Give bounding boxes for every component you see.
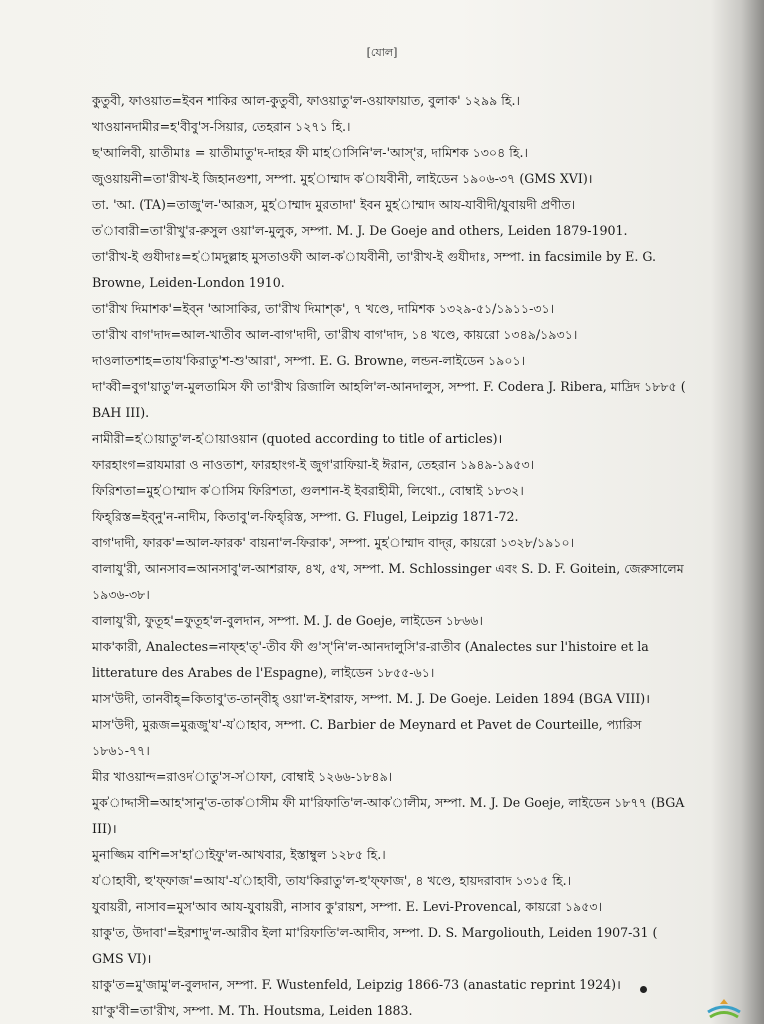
book-logo-icon: [706, 998, 742, 1020]
bibliography-entry: যুবায়রী, নাসাব=মুস'আব আয-যুবায়রী, নাসাব কু'রায়শ, সম্পা. E. Levi-Provencal, কায়রো ১৯৫৩।: [92, 899, 603, 914]
page-header: [যোল]: [366, 46, 398, 59]
bibliography-entry: মুক'াদ্দাসী=আহ'সানু'ত-তাক'াসীম ফী মা'রিফাতি'ল-আক'ালীম, সম্পা. M. J. De Goeje, লাইডেন ১৮৭৭ (BGA III)।: [92, 795, 685, 836]
bibliography-entry: মীর খাওয়ান্দ=রাওদ'াতু'স-স'াফা, বোম্বাই ১২৬৬-১৮৪৯।: [92, 769, 393, 784]
bibliography-entry: কুতুবী, ফাওয়াত=ইবন শাকির আল-কুতুবী, ফাওয়াতু'ল-ওয়াফায়াত, বুলাক' ১২৯৯ হি.।: [92, 93, 521, 108]
bibliography-entry: য'াহাবী, হু'ফ্ফাজ'=আয'-য'াহাবী, তায'কিরাতু'ল-হু'ফ্ফাজ', ৪ খণ্ডে, হায়দরাবাদ ১৩১৫ হি.।: [92, 873, 572, 888]
bibliography-entry: বালাযু'রী, আনসাব=আনসাবু'ল-আশরাফ, ৪খ, ৫খ, সম্পা. M. Schlossinger এবং S. D. F. Goitein, জেরুসালেম ১৯৩৬-৩৮।: [92, 561, 684, 602]
bibliography-entry: তা'রীখ দিমাশক'=ইব্‌ন 'আসাকির, তা'রীখ দিমাশ্‌ক', ৭ খণ্ডে, দামিশক ১৩২৯-৫১/১৯১১-৩১।: [92, 301, 555, 316]
bibliography-entry: ফারহাংগ=রাযমারা ও নাওতাশ, ফারহাংগ-ই জুগ'রাফিয়া-ই ঈরান, তেহরান ১৯৪৯-১৯৫৩।: [92, 457, 535, 472]
bibliography-entry: খাওয়ানদামীর=হ'বীবু'স-সিয়ার, তেহরান ১২৭১ হি.।: [92, 119, 351, 134]
bibliography-entry: দাওলাতশাহ=তায'কিরাতু'শ-শু'আরা', সম্পা. E. G. Browne, লন্ডন-লাইডেন ১৯০১।: [92, 353, 526, 368]
bibliography-entry: ছ'আলিবী, য়াতীমাঃ = য়াতীমাতু'দ-দাহর ফী মাহ'াসিনি'ল-'আস্'র, দামিশক ১৩০৪ হি.।: [92, 145, 529, 160]
bibliography-entry: য়াকু'ত=মু'জামু'ল-বুলদান, সম্পা. F. Wustenfeld, Leipzig 1866-73 (anastatic reprint 1924)।: [92, 977, 621, 992]
bibliography-entry: নামীরী=হ'ায়াতু'ল-হ'ায়াওয়ান (quoted according to title of articles)।: [92, 431, 503, 446]
bibliography-list: [92, 88, 692, 1024]
bibliography-entry: য়া'কু'বী=তা'রীখ, সম্পা. M. Th. Houtsma, Leiden 1883.: [92, 1003, 413, 1018]
ink-dot: [640, 986, 647, 993]
bibliography-entry: দা'ব্বী=বুগ'য়াতু'ল-মুলতামিস ফী তা'রীখ রিজালি আহলি'ল-আনদালুস, সম্পা. F. Codera J. Ribera, মাদ্রিদ ১৮৮৫ ( BAH III).: [92, 379, 686, 420]
bibliography-entry: বালাযু'রী, ফুতূহ'=ফুতূহ'ল-বুলদান, সম্পা. M. J. de Goeje, লাইডেন ১৮৬৬।: [92, 613, 483, 628]
bibliography-entry: তা. 'আ. (TA)=তাজু'ল-'আরূস, মুহ'াম্মাদ মুরতাদা' ইবন মুহ'াম্মাদ আয-যাবীদী/যুবায়দী প্রণীত।: [92, 197, 576, 212]
bibliography-entry: মুনাজ্জিম বাশি=স'হা'াইফু'ল-আখবার, ইস্তাম্বুল ১২৮৫ হি.।: [92, 847, 386, 862]
bibliography-entry: য়াকু'ত, উদাবা'=ইরশাদু'ল-আরীব ইলা মা'রিফাতি'ল-আদীব, সম্পা. D. S. Margoliouth, Leiden 1907-31 ( GMS VI)।: [92, 925, 658, 966]
bibliography-entry: ফিরিশতা=মুহ'াম্মাদ ক'াসিম ফিরিশতা, গুলশান-ই ইবরাহীমী, লিথো., বোম্বাই ১৮৩২।: [92, 483, 524, 498]
bibliography-entry: ত'াবারী=তা'রীখু'র-রুসুল ওয়া'ল-মুলুক, সম্পা. M. J. De Goeje and others, Leiden 1879-1901.: [92, 223, 628, 238]
bibliography-entry: তা'রীখ বাগ'দাদ=আল-খাতীব আল-বাগ'দাদী, তা'রীখ বাগ'দাদ, ১৪ খণ্ডে, কায়রো ১৩৪৯/১৯৩১।: [92, 327, 578, 342]
bibliography-entry: বাগ'দাদী, ফারক'=আল-ফারক' বায়না'ল-ফিরাক', সম্পা. মুহ'াম্মাদ বাদ্‌র, কায়রো ১৩২৮/১৯১০।: [92, 535, 575, 550]
bibliography-entry: মাক'কারী, Analectes=নাফ্‌হ'ত্'-তীব ফী গু'স্'নি'ল-আনদালুসি'র-রাতীব (Analectes sur l'histoire et la litterature des Arabes de l'Espagne), লাইডেন ১৮৫৫-৬১।: [92, 639, 649, 680]
bibliography-entry: মাস'উদী, তানবীহ্‌=কিতাবু'ত-তান্‌বীহ্‌ ওয়া'ল-ইশরাফ, সম্পা. M. J. De Goeje. Leiden 1894 (BGA VIII)।: [92, 691, 650, 706]
bibliography-entry: তা'রীখ-ই গুযীদাঃ=হ'ামদুল্লাহ মুসতাওফী আল-ক'াযবীনী, তা'রীখ-ই গুযীদাঃ, সম্পা. in facsimile by E. G. Browne, Leiden-London 1910.: [92, 249, 656, 290]
bibliography-entry: মাস'উদী, মুরূজ=মুরূজু'য'-য'াহাব, সম্পা. C. Barbier de Meynard et Pavet de Courteille, প্যারিস ১৮৬১-৭৭।: [92, 717, 642, 758]
bibliography-entry: ফিহ্‌রিস্ত=ইব্‌নু'ন-নাদীম, কিতাবু'ল-ফিহ্‌রিস্ত, সম্পা. G. Flugel, Leipzig 1871-72.: [92, 509, 519, 524]
bibliography-entry: জুওয়ায়নী=তা'রীখ-ই জিহানগুশা, সম্পা. মুহ'াম্মাদ ক'াযবীনী, লাইডেন ১৯০৬-৩৭ (GMS XVI)।: [92, 171, 593, 186]
